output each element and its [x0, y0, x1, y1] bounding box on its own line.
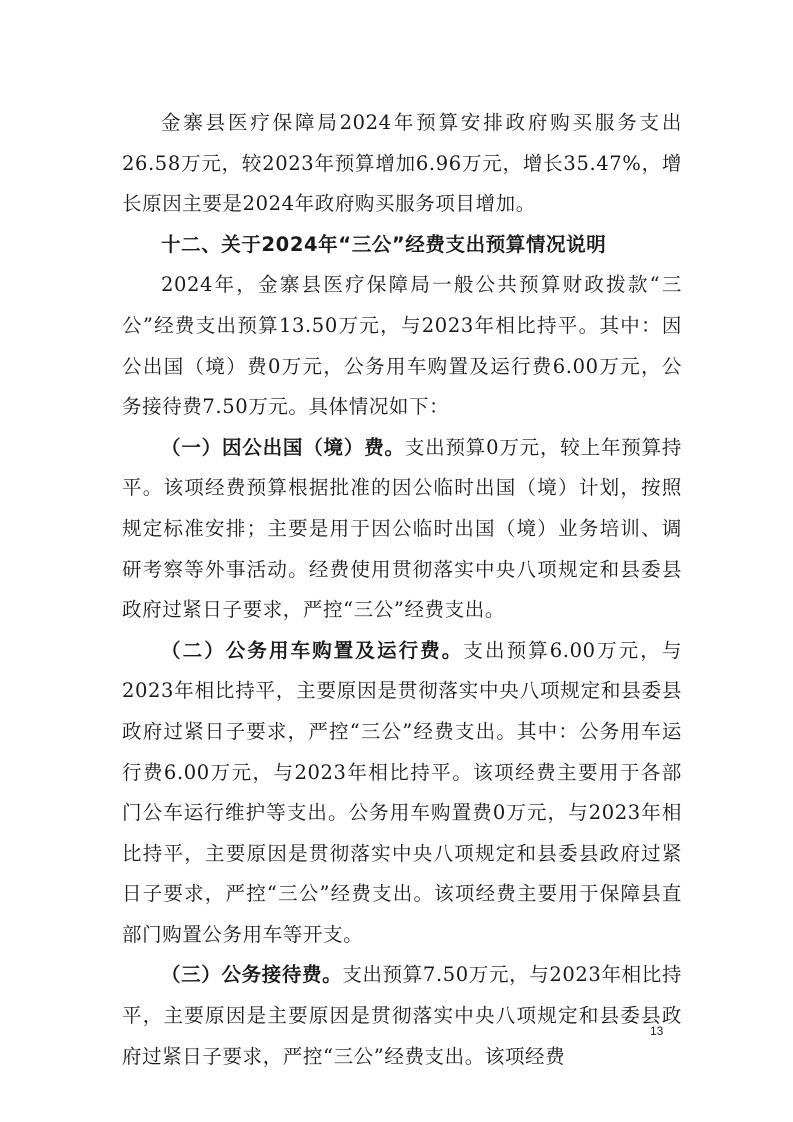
paragraph-text: 支出预算7.50万元，与2023年相比持平，主要原因是主要原因是贯彻落实中央八项规定和县委县政府过紧日子要求，严控“三公”经费支出。该项经费 — [122, 963, 683, 1068]
paragraph-three-public-summary — [122, 265, 682, 427]
paragraph-official-vehicles — [122, 631, 682, 956]
document-body — [122, 103, 682, 1077]
paragraph-text: 2024年，金寨县医疗保障局一般公共预算财政拨款“三公”经费支出预算13.50万元，与2023年相比持平。其中：因公出国（境）费0万元，公务用车购置及运行费6.00万元，公务接待费7.50万元。具体情况如下： — [122, 273, 682, 419]
paragraph-overseas-travel — [122, 428, 682, 631]
paragraph-official-reception — [122, 955, 682, 1077]
paragraph-text: 金寨县医疗保障局2024年预算安排政府购买服务支出26.58万元，较2023年预算增加6.96万元，增长35.47%，增长原因主要是2024年政府购买服务项目增加。 — [122, 111, 682, 216]
paragraph-lead: （二）公务用车购置及运行费。 — [161, 638, 464, 662]
paragraph-purchase-services — [122, 103, 682, 225]
page-number: 13 — [650, 1024, 664, 1038]
paragraph-text: 支出预算0万元，较上年预算持平。该项经费预算根据批准的因公临时出国（境）计划，按照规定标准安排；主要是用于因公临时出国（境）业务培训、调研考察等外事活动。经费使用贯彻落实中央八项规定和县委县政府过紧日子要求，严控“三公”经费支出。 — [122, 435, 683, 622]
paragraph-lead: （一）因公出国（境）费。 — [161, 435, 405, 459]
section-heading-three-public — [122, 225, 682, 266]
paragraph-lead: （三）公务接待费。 — [161, 963, 343, 987]
heading-text: 十二、关于2024年“三公”经费支出预算情况说明 — [161, 232, 607, 256]
paragraph-text: 支出预算6.00万元，与2023年相比持平，主要原因是贯彻落实中央八项规定和县委县政府过紧日子要求，严控“三公”经费支出。其中：公务用车运行费6.00万元，与2023年相比持平。该项经费主要用于各部门公车运行维护等支出。公务用车购置费0万元，与2023年相比持平，主要原因是贯彻落实中央八项规定和县委县政府过紧日子要求，严控“三公”经费支出。该项经费主要用于保障县直部门购置公务用车等开支。 — [122, 638, 682, 946]
